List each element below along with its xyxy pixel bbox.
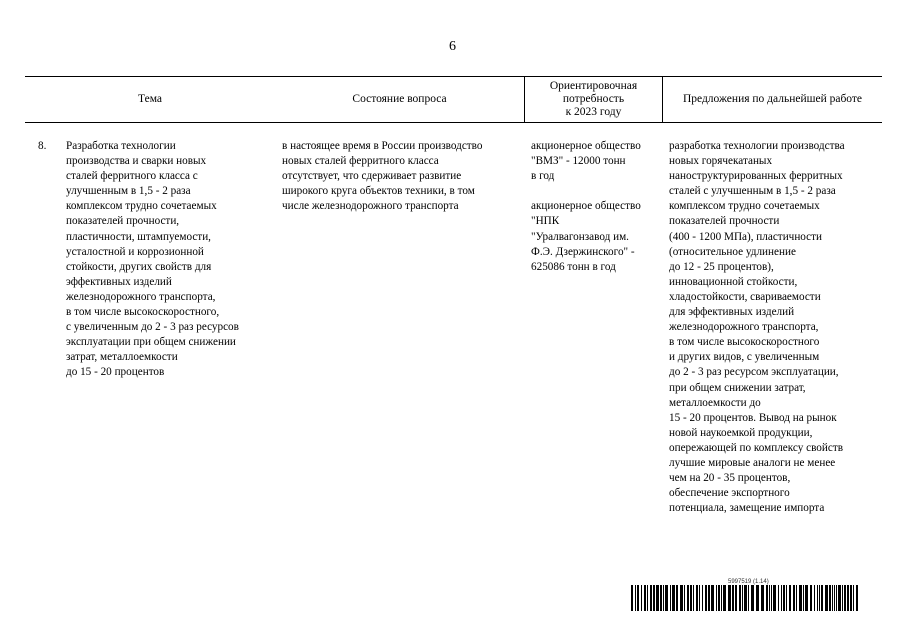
status-cell: в настоящее время в России производство новых сталей ферритного класса отсутствует, что сдерживает развитие широкого круга объектов техники, в том числе железнодорожного транспорта xyxy=(282,140,483,213)
barcode xyxy=(631,585,861,611)
barcode-caption: 5997519 (1.14) xyxy=(728,579,769,585)
page-number: 6 xyxy=(449,39,456,54)
row-number: 8. xyxy=(38,140,47,152)
demand-cell: акционерное общество "ВМЗ" - 12000 тонн в год акционерное общество "НПК "Уралвагонзавод им. Ф.Э. Дзержинского" - 625086 тонн в год xyxy=(531,140,641,273)
proposals-cell: разработка технологии производства новых горячекатаных наноструктурированных ферритных сталей с улучшенным в 1,5 - 2 раза комплексом трудно сочетаемых показателей прочности (400 - 1200 МПа), пластичности (относительное удлинение до 12 - 25 процентов), инновационной стойкости, хладостойкости, свариваемости для эффективных изделий железнодорожного транспорта, в том числе высокоскоростного и других видов, с увеличенным до 2 - 3 раз ресурсом эксплуатации, при общем снижении затрат, металлоемкости до 15 - 20 процентов. Вывод на рынок новой наукоемкой продукции, опережающей по комплексу свойств лучшие мировые аналоги не менее чем на 20 - 35 процентов, обеспечение экспортного потенциала, замещение импорта xyxy=(669,140,845,515)
header-topic xyxy=(25,76,275,122)
header-proposals xyxy=(663,76,882,122)
header-status xyxy=(275,76,524,122)
header-proposals-label: Предложения по дальнейшей работе xyxy=(682,92,863,105)
header-topic-label: Тема xyxy=(138,92,162,105)
header-demand-label: Ориентировочная потребность к 2023 году xyxy=(549,79,638,118)
header-status-label: Состояние вопроса xyxy=(352,92,447,105)
header-demand xyxy=(525,76,662,122)
header-bottom-rule xyxy=(25,122,882,123)
topic-cell: Разработка технологии производства и сварки новых сталей ферритного класса с улучшенным в 1,5 - 2 раза комплексом трудно сочетаемых показателей прочности, пластичности, штампуемости, усталостной и коррозионной стойкости, других свойств для эффективных изделий железнодорожного транспорта, в том числе высокоскоростного, с увеличенным до 2 - 3 раз ресурсов эксплуатации при общем снижении затрат, металлоемкости до 15 - 20 процентов xyxy=(66,140,239,379)
